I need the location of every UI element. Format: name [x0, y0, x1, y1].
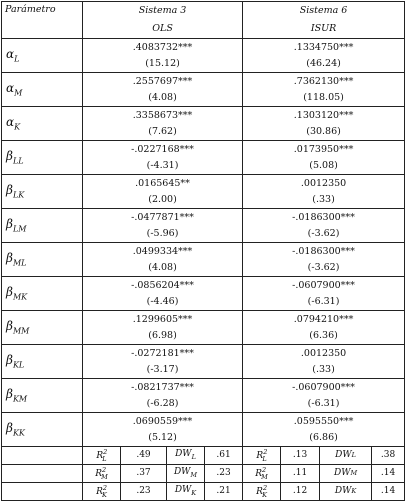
- isur-coef: .0012350: [243, 175, 405, 193]
- param-greek: β: [6, 386, 13, 401]
- param-greek: β: [6, 318, 13, 333]
- param-greek: β: [6, 182, 13, 197]
- r2-sup: 2: [101, 465, 107, 474]
- ols-tstat: (15.12): [83, 56, 243, 73]
- r2-sub: L: [102, 454, 107, 463]
- param-subscript: ML: [12, 258, 27, 268]
- r2-symbol: R: [255, 468, 263, 479]
- param-symbol: [2, 209, 83, 243]
- param-symbol: [2, 379, 83, 413]
- dw-isur-value: .14: [380, 468, 396, 478]
- param-greek: α: [6, 80, 15, 95]
- stats-row: [2, 483, 405, 501]
- r2-symbol: R: [95, 468, 102, 479]
- r2-sup: 2: [102, 483, 108, 492]
- dw-isur-label: [320, 483, 372, 500]
- param-row: [2, 141, 405, 159]
- param-row: [2, 413, 405, 431]
- stats-row: [2, 465, 405, 483]
- param-subscript: MK: [12, 292, 28, 302]
- isur-tstat: (-6.31): [243, 294, 405, 311]
- isur-stats-cell: [281, 465, 405, 483]
- param-symbol: [2, 311, 83, 345]
- r2-ols-value: .49: [121, 447, 167, 465]
- param-symbol: [2, 175, 83, 209]
- param-subscript: KL: [12, 360, 25, 370]
- param-symbol: [2, 413, 83, 447]
- param-symbol: [2, 107, 83, 141]
- ols-coef: .1299605***: [83, 311, 243, 329]
- ols-coef: -.0477871***: [83, 209, 243, 227]
- stats-empty-cell: [2, 483, 83, 501]
- ols-tstat: (6.98): [83, 328, 243, 345]
- dw-sub: M: [350, 469, 358, 478]
- ols-coef: .0499334***: [83, 243, 243, 261]
- param-greek: β: [6, 420, 13, 435]
- isur-coef: .1303120***: [243, 107, 405, 125]
- r2-ols-label: [83, 483, 121, 501]
- isur-tstat: (-3.62): [243, 226, 405, 243]
- param-row: [2, 209, 405, 227]
- regression-results-table: [1, 1, 405, 501]
- isur-coef: -.0186300***: [243, 209, 405, 227]
- isur-tstat: (30.86): [243, 124, 405, 141]
- isur-stats-cell: [281, 447, 405, 465]
- isur-tstat: (6.36): [243, 328, 405, 345]
- ols-tstat: (-6.28): [83, 396, 243, 413]
- r2-sup: 2: [263, 447, 268, 456]
- param-subscript: LL: [12, 156, 24, 166]
- isur-tstat: (-6.31): [243, 396, 405, 413]
- dw-isur-value: .38: [380, 450, 396, 460]
- isur-coef: .0794210***: [243, 311, 405, 329]
- ols-coef: .0165645**: [83, 175, 243, 193]
- r2-sub: K: [262, 490, 267, 499]
- param-row: [2, 175, 405, 193]
- param-greek: β: [6, 250, 13, 265]
- stats-empty-cell: [2, 447, 83, 465]
- header-col2-sub: ISUR: [243, 20, 405, 39]
- param-subscript: M: [14, 88, 23, 98]
- ols-coef: .0690559***: [83, 413, 243, 431]
- param-row: [2, 277, 405, 295]
- param-subscript: KM: [12, 394, 28, 404]
- param-row: [2, 379, 405, 397]
- ols-tstat: (-3.17): [83, 362, 243, 379]
- r2-sub: M: [261, 472, 268, 481]
- r2-ols-value: .23: [121, 483, 167, 501]
- dw-symbol: DW: [333, 468, 351, 478]
- dw-ols-value: .61: [205, 447, 243, 465]
- param-symbol: [2, 345, 83, 379]
- dw-isur-value: .14: [380, 486, 396, 496]
- stats-empty-cell: [2, 465, 83, 483]
- param-row: [2, 311, 405, 329]
- header-col1-sub: OLS: [83, 20, 243, 39]
- r2-symbol: R: [96, 486, 103, 497]
- dw-isur-label: [320, 465, 372, 482]
- isur-tstat: (118.05): [243, 90, 405, 107]
- r2-sup: 2: [103, 447, 108, 456]
- dw-symbol: DW: [173, 467, 191, 478]
- r2-isur-label: [243, 483, 281, 501]
- ols-tstat: (7.62): [83, 124, 243, 141]
- param-row: [2, 243, 405, 261]
- isur-coef: -.0186300***: [243, 243, 405, 261]
- ols-coef: -.0821737***: [83, 379, 243, 397]
- dw-ols-label: [167, 465, 205, 483]
- isur-coef: -.0607900***: [243, 277, 405, 295]
- r2-isur-value: .13: [281, 447, 320, 464]
- param-symbol: [2, 243, 83, 277]
- isur-coef: .7362130***: [243, 73, 405, 91]
- param-row: [2, 39, 405, 57]
- param-subscript: KK: [12, 428, 25, 438]
- ols-tstat: (4.08): [83, 90, 243, 107]
- r2-sub: L: [262, 454, 267, 463]
- param-symbol: [2, 39, 83, 73]
- ols-tstat: (-5.96): [83, 226, 243, 243]
- ols-coef: .3358673***: [83, 107, 243, 125]
- ols-coef: .4083732***: [83, 39, 243, 57]
- r2-sub: K: [102, 490, 107, 499]
- r2-symbol: R: [256, 486, 263, 497]
- dw-symbol: DW: [174, 485, 192, 496]
- ols-tstat: (2.00): [83, 192, 243, 209]
- param-subscript: L: [14, 54, 20, 64]
- isur-coef: .0012350: [243, 345, 405, 363]
- dw-symbol: DW: [335, 450, 352, 460]
- isur-coef: .0173950***: [243, 141, 405, 159]
- r2-isur-value: .11: [281, 465, 320, 482]
- isur-tstat: (.33): [243, 362, 405, 379]
- r2-isur-label: [243, 447, 281, 465]
- header-param: Parámetro: [2, 2, 83, 39]
- r2-isur-value: .12: [281, 483, 320, 500]
- ols-coef: -.0227168***: [83, 141, 243, 159]
- param-row: [2, 345, 405, 363]
- ols-coef: .2557697***: [83, 73, 243, 91]
- isur-tstat: (.33): [243, 192, 405, 209]
- param-row: [2, 73, 405, 91]
- ols-coef: -.0272181***: [83, 345, 243, 363]
- r2-symbol: R: [96, 450, 104, 461]
- param-greek: α: [6, 46, 15, 61]
- param-symbol: [2, 73, 83, 107]
- param-greek: β: [6, 148, 13, 163]
- dw-ols-label: [167, 483, 205, 501]
- ols-tstat: (-4.46): [83, 294, 243, 311]
- dw-ols-value: .23: [205, 465, 243, 483]
- results-table-container: [1, 1, 404, 497]
- r2-sub: M: [101, 472, 108, 481]
- param-greek: β: [6, 352, 13, 367]
- stats-row: [2, 447, 405, 465]
- isur-coef: -.0607900***: [243, 379, 405, 397]
- param-subscript: LM: [12, 224, 27, 234]
- r2-sup: 2: [262, 483, 268, 492]
- dw-sub: K: [191, 489, 197, 498]
- param-greek: α: [6, 114, 15, 129]
- param-subscript: LK: [12, 190, 25, 200]
- dw-ols-value: .21: [205, 483, 243, 501]
- param-symbol: [2, 141, 83, 175]
- isur-coef: .1334750***: [243, 39, 405, 57]
- dw-sub: L: [351, 451, 356, 460]
- param-greek: β: [6, 216, 13, 231]
- isur-tstat: (6.86): [243, 430, 405, 447]
- dw-sub: M: [190, 471, 198, 480]
- header-row-1: [2, 2, 405, 21]
- r2-isur-label: [243, 465, 281, 483]
- ols-tstat: (5.12): [83, 430, 243, 447]
- param-row: [2, 107, 405, 125]
- header-col2-title: Sistema 6: [243, 2, 405, 21]
- ols-coef: -.0856204***: [83, 277, 243, 295]
- isur-tstat: (46.24): [243, 56, 405, 73]
- ols-tstat: (4.08): [83, 260, 243, 277]
- header-col1-title: Sistema 3: [83, 2, 243, 21]
- ols-tstat: (-4.31): [83, 158, 243, 175]
- param-symbol: [2, 277, 83, 311]
- dw-sub: K: [351, 487, 357, 496]
- r2-ols-label: [83, 465, 121, 483]
- isur-stats-cell: [281, 483, 405, 501]
- dw-symbol: DW: [175, 449, 192, 460]
- dw-ols-label: [167, 447, 205, 465]
- dw-isur-label: [320, 447, 372, 464]
- isur-tstat: (-3.62): [243, 260, 405, 277]
- param-greek: β: [6, 284, 13, 299]
- param-subscript: MM: [12, 326, 30, 336]
- r2-ols-value: .37: [121, 465, 167, 483]
- r2-symbol: R: [256, 450, 264, 461]
- isur-coef: .0595550***: [243, 413, 405, 431]
- dw-sub: L: [191, 453, 196, 462]
- dw-symbol: DW: [334, 486, 352, 496]
- r2-ols-label: [83, 447, 121, 465]
- param-subscript: K: [14, 122, 21, 132]
- isur-tstat: (5.08): [243, 158, 405, 175]
- r2-sup: 2: [262, 465, 267, 474]
